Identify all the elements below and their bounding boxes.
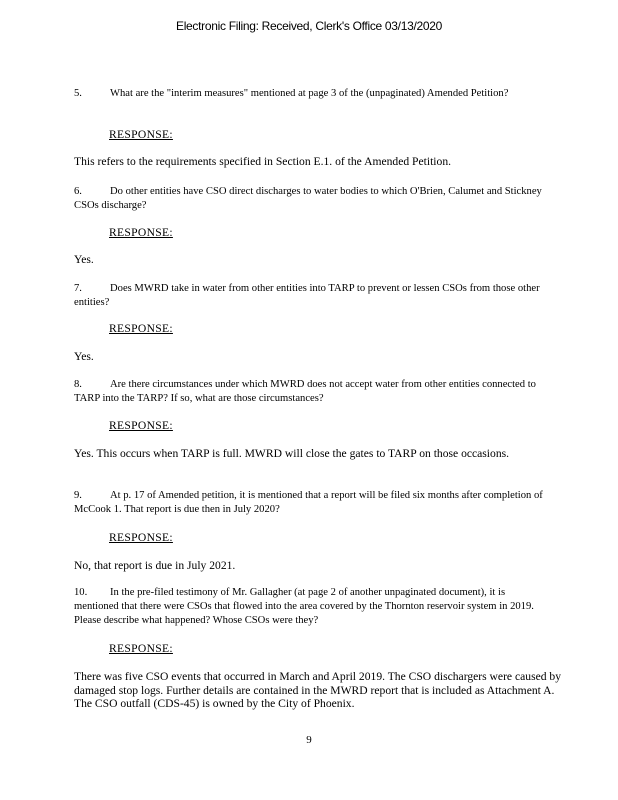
answer-10: There was five CSO events that occurred in March and April 2019. The CSO dischargers were caused by damaged stop logs. Further details are contained in the MWRD report that is included as Attachment A. The CSO outfall (CDS-45) is owned by the City of Phoenix.	[74, 670, 562, 710]
question-text: Does MWRD take in water from other entities into TARP to prevent or lessen CSOs from those other entities?	[74, 283, 540, 308]
filing-stamp-header: Electronic Filing: Received, Clerk's Office 03/13/2020	[175, 19, 442, 33]
question-number: 9.	[74, 490, 82, 501]
question-number: 5.	[74, 88, 82, 99]
question-text: What are the "interim measures" mentioned at page 3 of the (unpaginated) Amended Petition?	[110, 88, 509, 99]
page-number: 9	[306, 734, 312, 746]
question-8	[74, 378, 552, 406]
response-heading: RESPONSE:	[109, 226, 173, 239]
question-7	[74, 282, 552, 310]
response-heading: RESPONSE:	[109, 419, 173, 432]
response-heading: RESPONSE:	[109, 322, 173, 335]
question-6	[74, 185, 552, 213]
question-number: 7.	[74, 283, 82, 294]
answer-5: This refers to the requirements specified in Section E.1. of the Amended Petition.	[74, 155, 452, 168]
response-heading: RESPONSE:	[109, 642, 173, 655]
question-text: At p. 17 of Amended petition, it is mentioned that a report will be filed six months after completion of McCook 1. That report is due then in July 2020?	[74, 490, 543, 515]
question-number: 8.	[74, 379, 82, 390]
question-9	[74, 489, 552, 517]
question-text: Do other entities have CSO direct discharges to water bodies to which O'Brien, Calumet and Stickney CSOs discharge?	[74, 186, 542, 211]
answer-8: Yes. This occurs when TARP is full. MWRD will close the gates to TARP on those occasions.	[74, 447, 510, 460]
answer-6: Yes.	[74, 253, 94, 266]
question-10	[74, 586, 552, 628]
answer-7: Yes.	[74, 350, 94, 363]
question-number: 10.	[74, 587, 88, 598]
response-heading: RESPONSE:	[109, 128, 173, 141]
question-text: In the pre-filed testimony of Mr. Gallagher (at page 2 of another unpaginated document), it is mentioned that there were CSOs that flowed into the area covered by the Thornton reservoir system in 2019. Please describe what happened? Whose CSOs were they?	[74, 587, 534, 626]
question-text: Are there circumstances under which MWRD does not accept water from other entities connected to TARP into the TARP? If so, what are those circumstances?	[74, 379, 536, 404]
question-number: 6.	[74, 186, 82, 197]
question-5	[74, 87, 552, 101]
answer-9: No, that report is due in July 2021.	[74, 559, 236, 572]
response-heading: RESPONSE:	[109, 531, 173, 544]
